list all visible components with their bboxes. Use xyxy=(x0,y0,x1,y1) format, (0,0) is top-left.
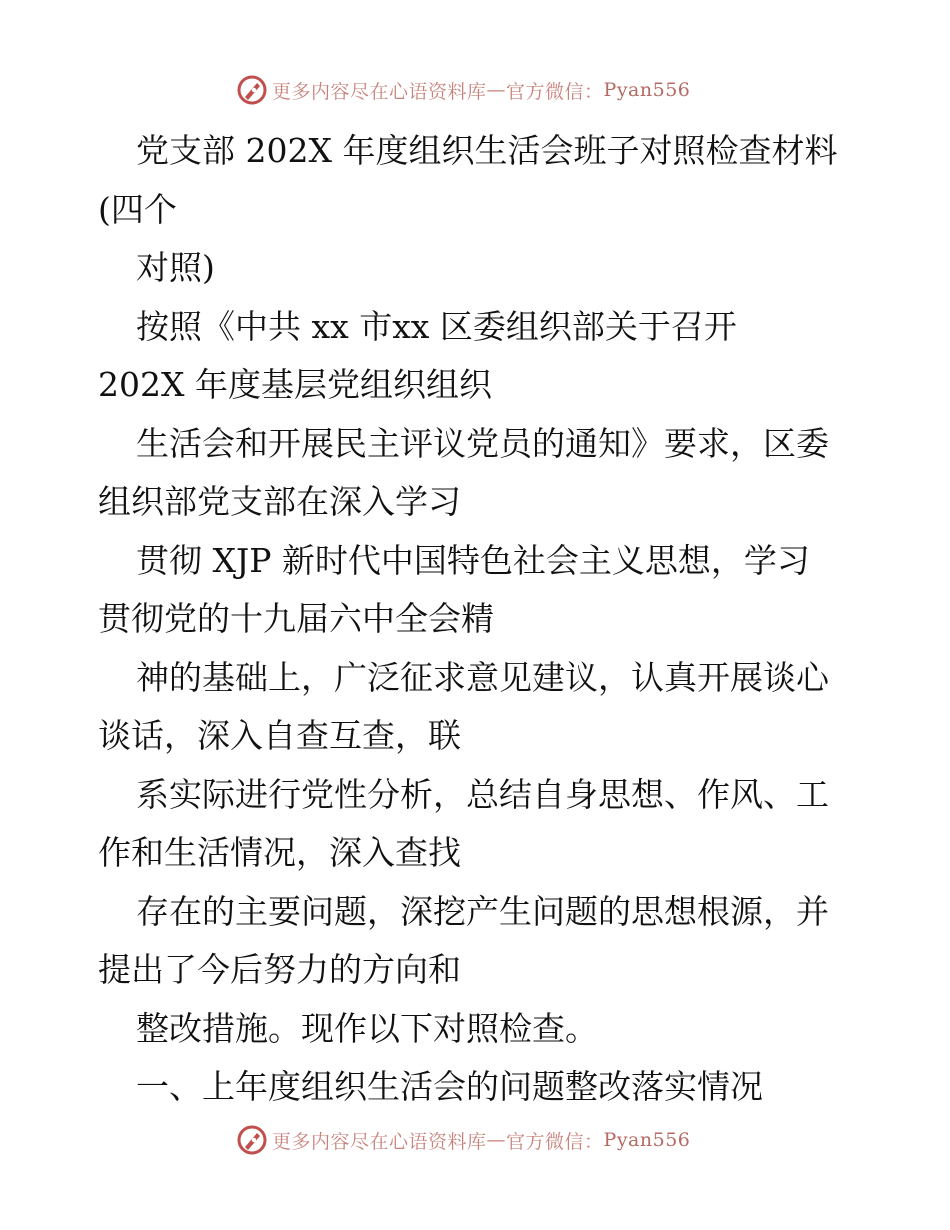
document-body xyxy=(98,122,858,1117)
paragraph-line: 存在的主要问题，深挖产生问题的思想根源，并 xyxy=(136,891,829,931)
pen-logo-icon xyxy=(236,74,268,106)
paragraph-line: 202X 年度基层党组织组织 xyxy=(98,365,492,404)
header-wechat-label: 官方微信： xyxy=(506,80,604,103)
pen-logo-icon xyxy=(236,1124,268,1156)
header-separator: — xyxy=(486,79,507,101)
header-wechat-id: Pyan556 xyxy=(603,79,691,101)
paragraph-line: 谈话，深入自查互查，联 xyxy=(98,716,461,755)
header-source-text: 更多内容尽在心语资料库 xyxy=(272,80,487,103)
paragraph-line: 整改措施。现作以下对照检查。 xyxy=(136,1008,598,1048)
paragraph-line: 作和生活情况，深入查找 xyxy=(98,833,461,872)
paragraph-line: 按照《中共 xx 市xx 区委组织部关于召开 xyxy=(136,306,737,346)
footer-wechat-label: 官方微信： xyxy=(506,1130,604,1153)
footer-wechat-id: Pyan556 xyxy=(603,1129,691,1151)
section-heading: 一、上年度组织生活会的问题整改落实情况 xyxy=(136,1067,763,1106)
document-title-line: (四个 xyxy=(98,189,177,229)
header-banner xyxy=(236,72,756,108)
document-title-line: 党支部 202X 年度组织生活会班子对照检查材料 xyxy=(136,131,838,170)
paragraph-line: 提出了今后努力的方向和 xyxy=(98,950,461,989)
paragraph-line: 神的基础上，广泛征求意见建议，认真开展谈心 xyxy=(136,657,829,697)
footer-source-text: 更多内容尽在心语资料库 xyxy=(272,1130,487,1153)
paragraph-line: 系实际进行党性分析，总结自身思想、作风、工 xyxy=(136,774,829,814)
paragraph-line: 组织部党支部在深入学习 xyxy=(98,482,461,521)
document-title-line: 对照) xyxy=(136,248,215,287)
footer-banner xyxy=(236,1122,756,1158)
paragraph-line: 贯彻 XJP 新时代中国特色社会主义思想，学习 xyxy=(136,540,810,580)
footer-separator: — xyxy=(486,1129,507,1151)
paragraph-line: 贯彻党的十九届六中全会精 xyxy=(98,599,494,638)
paragraph-line: 生活会和开展民主评议党员的通知》要求，区委 xyxy=(136,423,829,463)
